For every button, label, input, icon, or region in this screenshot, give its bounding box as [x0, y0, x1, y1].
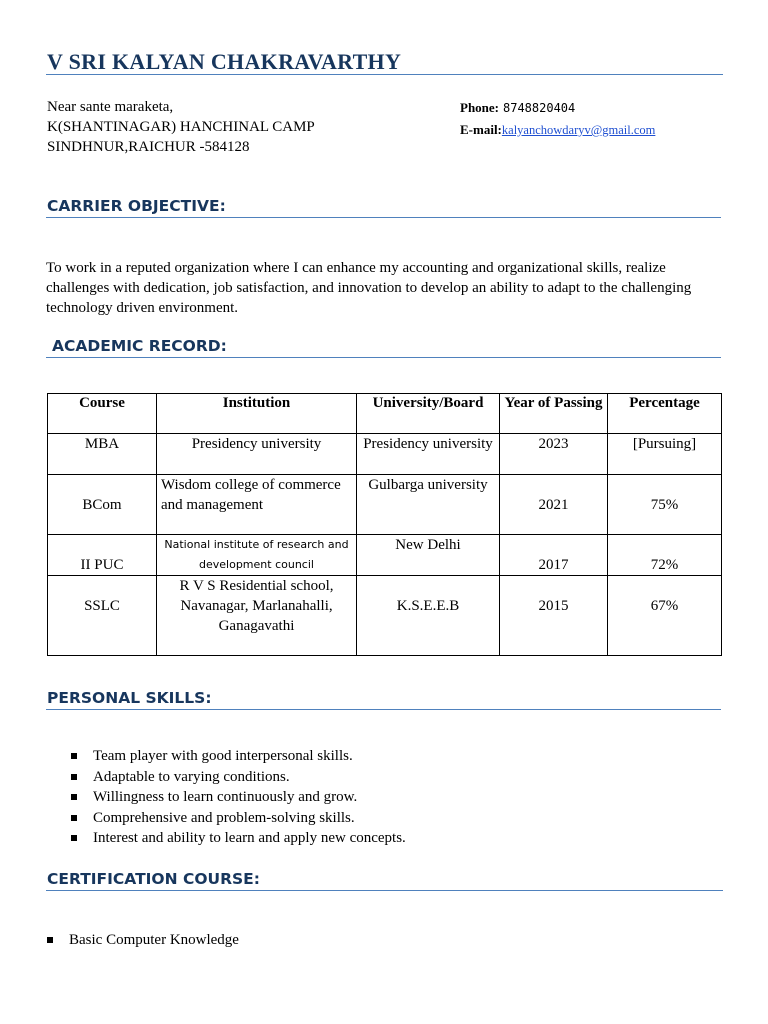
cell-institution: National institute of research and development council	[157, 535, 357, 576]
certification-heading: CERTIFICATION COURSE:	[47, 870, 260, 888]
cell-course: BCom	[48, 475, 157, 535]
list-item: Willingness to learn continuously and grow.	[71, 787, 406, 808]
table-row	[48, 535, 722, 576]
academic-rule	[46, 357, 721, 358]
address-block	[47, 97, 315, 157]
cell-course: SSLC	[48, 576, 157, 656]
phone-label: Phone:	[460, 100, 499, 115]
col-board: University/Board	[357, 394, 500, 434]
cell-course: MBA	[48, 434, 157, 475]
cell-institution: Wisdom college of commerce and management	[157, 475, 357, 535]
cell-year: 2021	[500, 475, 608, 535]
cell-percentage: 67%	[608, 576, 722, 656]
cell-percentage: [Pursuing]	[608, 434, 722, 475]
certification-list	[47, 930, 239, 950]
cell-percentage: 75%	[608, 475, 722, 535]
cell-institution: Presidency university	[157, 434, 357, 475]
cell-year: 2023	[500, 434, 608, 475]
address-line-1: Near sante maraketa,	[47, 99, 174, 115]
address-line-2: K(SHANTINAGAR) HANCHINAL CAMP	[47, 119, 315, 135]
name-underline	[46, 74, 723, 75]
cell-board: Presidency university	[357, 434, 500, 475]
candidate-name: V SRI KALYAN CHAKRAVARTHY	[47, 49, 402, 74]
list-item: Interest and ability to learn and apply new concepts.	[71, 828, 406, 849]
skills-rule	[46, 709, 721, 710]
phone-number: 8748820404	[503, 101, 576, 115]
academic-heading: ACADEMIC RECORD:	[52, 337, 227, 355]
cell-course: II PUC	[48, 535, 157, 576]
skills-heading: PERSONAL SKILLS:	[47, 689, 212, 707]
email-label: E-mail:	[460, 122, 502, 137]
objective-text: To work in a reputed organization where I can enhance my accounting and organizational skills, realize challenges with dedication, job satisfaction, and innovation to develop an ability to adapt to the challenging technology driven environment.	[46, 260, 692, 316]
list-item: Basic Computer Knowledge	[47, 930, 239, 950]
table-header-row	[48, 394, 722, 434]
list-item: Adaptable to varying conditions.	[71, 767, 406, 788]
cell-board: Gulbarga university	[357, 475, 500, 535]
cell-year: 2015	[500, 576, 608, 656]
contact-block	[460, 97, 655, 141]
cell-year: 2017	[500, 535, 608, 576]
academic-table	[47, 393, 722, 656]
cell-percentage: 72%	[608, 535, 722, 576]
email-row	[460, 119, 655, 141]
list-item: Comprehensive and problem-solving skills.	[71, 808, 406, 829]
table-row	[48, 434, 722, 475]
phone-row	[460, 97, 655, 119]
certification-rule	[46, 890, 723, 891]
list-item: Team player with good interpersonal skills.	[71, 746, 406, 767]
col-course: Course	[48, 394, 157, 434]
cell-board: New Delhi	[357, 535, 500, 576]
col-year: Year of Passing	[500, 394, 608, 434]
col-percentage: Percentage	[608, 394, 722, 434]
objective-heading: CARRIER OBJECTIVE:	[47, 197, 226, 215]
email-link[interactable]: kalyanchowdaryv@gmail.com	[501, 123, 656, 137]
address-line-3: SINDHNUR,RAICHUR -584128	[47, 139, 250, 155]
table-row	[48, 576, 722, 656]
objective-rule	[46, 217, 721, 218]
skills-list	[71, 746, 406, 849]
table-row	[48, 475, 722, 535]
col-institution: Institution	[157, 394, 357, 434]
cell-board: K.S.E.E.B	[357, 576, 500, 656]
cell-institution: R V S Residential school, Navanagar, Marlanahalli, Ganagavathi	[157, 576, 357, 656]
